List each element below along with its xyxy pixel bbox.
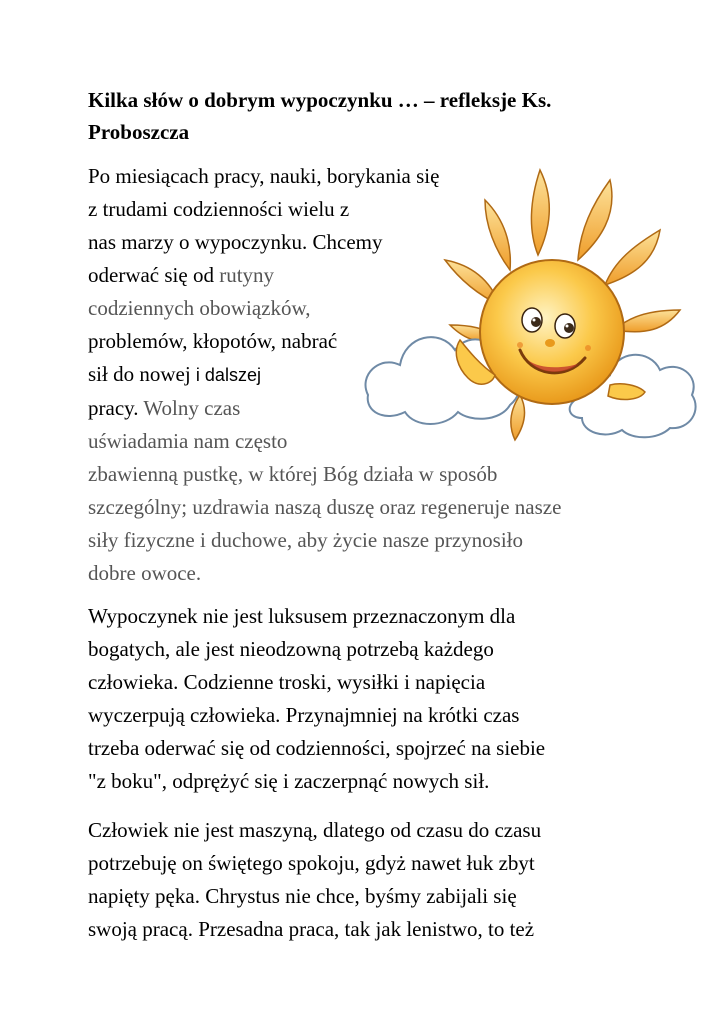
sun-face: [480, 260, 624, 404]
text-line: dobre owoce.: [88, 561, 202, 585]
text-line: codziennych obowiązków,: [88, 296, 311, 320]
pupil-right: [564, 323, 574, 333]
paragraph-2: [88, 600, 545, 798]
eye-glint: [533, 319, 536, 322]
text-line: nas marzy o wypoczynku. Chcemy: [88, 230, 383, 254]
text-fragment: oderwać się od: [88, 263, 220, 287]
article-title: [88, 84, 648, 148]
smiling-sun-with-clouds-icon: [360, 160, 700, 460]
title-line: Kilka słów o dobrym wypoczynku … – refleksje Ks.: [88, 88, 552, 112]
sun-illustration: [360, 160, 700, 460]
text-fragment: i dalszej: [195, 365, 261, 385]
cheek-freckle: [517, 342, 523, 348]
text-line: człowieka. Codzienne troski, wysiłki i napięcia: [88, 670, 486, 694]
text-line: swoją pracą. Przesadna praca, tak jak lenistwo, to też: [88, 917, 535, 941]
text-line: problemów, kłopotów, nabrać: [88, 329, 338, 353]
text-line: Po miesiącach pracy, nauki, borykania się: [88, 164, 440, 188]
text-line: Człowiek nie jest maszyną, dlatego od czasu do czasu: [88, 818, 542, 842]
text-line: szczególny; uzdrawia naszą duszę oraz regeneruje nasze: [88, 495, 562, 519]
eye-glint: [566, 325, 569, 328]
text-line: "z boku", odprężyć się i zaczerpnąć nowych sił.: [88, 769, 490, 793]
pupil-left: [531, 317, 541, 327]
cheek-freckle: [585, 345, 591, 351]
sun-nose: [545, 339, 555, 347]
text-fragment: pracy.: [88, 396, 139, 420]
text-fragment: Wolny czas: [138, 396, 241, 420]
text-fragment: rutyny: [219, 263, 275, 287]
text-line: siły fizyczne i duchowe, aby życie nasze przynosiło: [88, 528, 524, 552]
text-line: z trudami codzienności wielu z: [88, 197, 350, 221]
title-line: Proboszcza: [88, 120, 190, 144]
paragraph-3: [88, 814, 541, 946]
text-line: uświadamia nam często: [88, 429, 288, 453]
text-line: wyczerpują człowieka. Przynajmniej na krótki czas: [88, 703, 520, 727]
text-line: Wypoczynek nie jest luksusem przeznaczonym dla: [88, 604, 516, 628]
text-line: trzeba oderwać się od codzienności, spojrzeć na siebie: [88, 736, 546, 760]
text-fragment: sił do nowej: [88, 362, 196, 386]
text-line: napięty pęka. Chrystus nie chce, byśmy zabijali się: [88, 884, 517, 908]
text-line: zbawienną pustkę, w której Bóg działa w sposób: [88, 462, 498, 486]
text-line: bogatych, ale jest nieodzowną potrzebą każdego: [88, 637, 494, 661]
text-line: potrzebuję on świętego spokoju, gdyż nawet łuk zbyt: [88, 851, 535, 875]
